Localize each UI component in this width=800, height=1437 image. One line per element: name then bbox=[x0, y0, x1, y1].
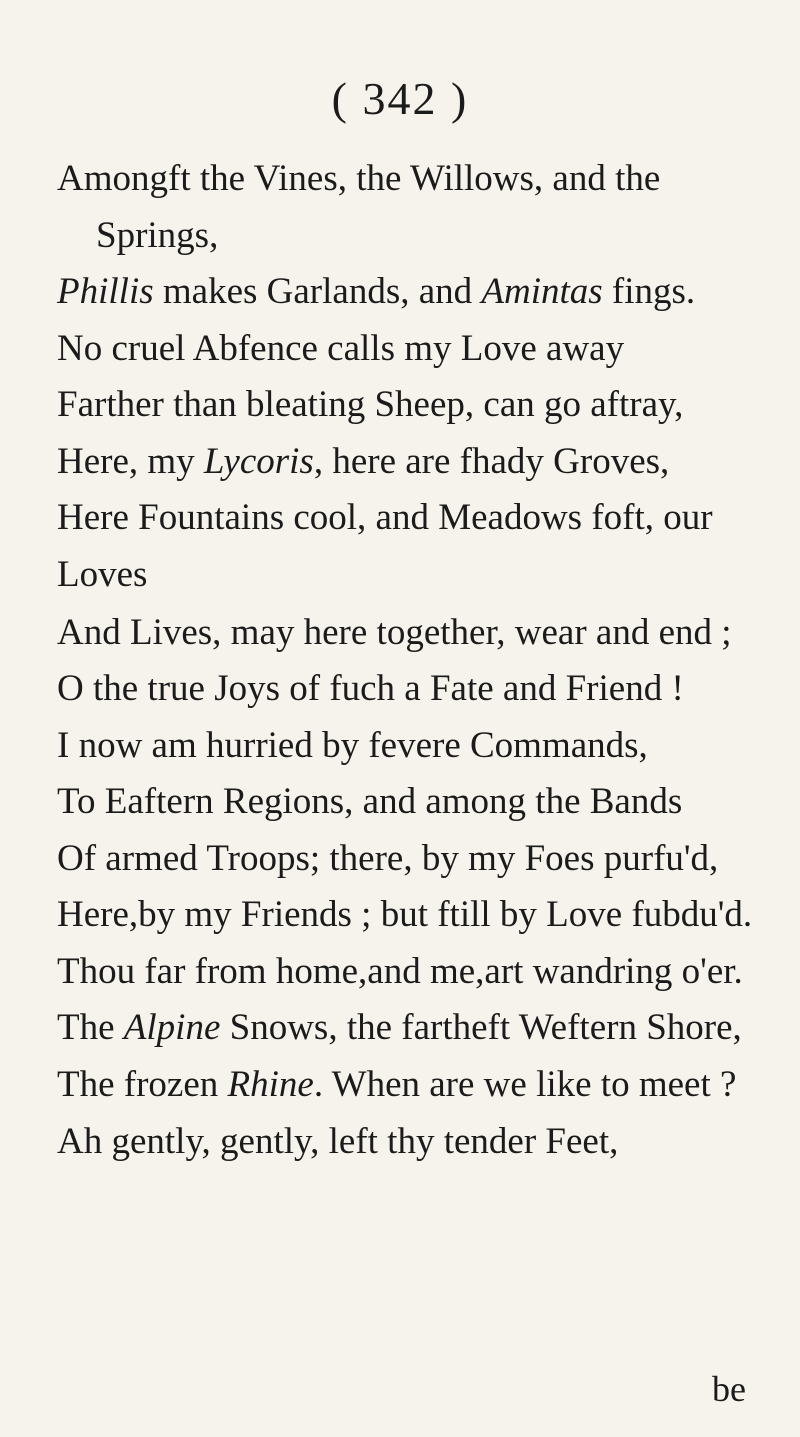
verse-text: Here Fountains cool, and Meadows foft, our bbox=[57, 497, 713, 538]
page-number: ( 342 ) bbox=[331, 73, 469, 124]
verse-text: , here are fhady Groves, bbox=[313, 441, 670, 482]
verse-text: Here,by my Friends ; but ftill by Love fubdu'd. bbox=[57, 894, 753, 935]
verse-line-15 bbox=[57, 950, 743, 994]
verse-text: Amongft the Vines, the Willows, and the bbox=[57, 158, 661, 199]
name-lycoris: Lycoris bbox=[203, 441, 314, 482]
verse-text: Thou far from home,and me,art wandring o'er. bbox=[57, 951, 743, 992]
name-phillis: Phillis bbox=[57, 271, 154, 312]
verse-text: The bbox=[57, 1007, 124, 1048]
verse-text: Ah gently, gently, left thy tender Feet, bbox=[57, 1121, 619, 1162]
verse-line-7 bbox=[57, 496, 713, 540]
verse-text: . When are we like to meet ? bbox=[313, 1064, 737, 1105]
verse-text: To Eaftern Regions, and among the Bands bbox=[57, 781, 683, 822]
verse-line-13 bbox=[57, 837, 718, 881]
verse-text: O the true Joys of fuch a Fate and Friend ! bbox=[57, 668, 684, 709]
verse-line-5 bbox=[57, 383, 683, 427]
verse-line-2 bbox=[96, 214, 218, 258]
verse-text: Springs, bbox=[96, 215, 219, 256]
verse-line-17 bbox=[57, 1063, 736, 1107]
verse-text: I now am hurried by fevere Commands, bbox=[57, 725, 648, 766]
verse-text: fings. bbox=[602, 271, 696, 312]
verse-line-18 bbox=[57, 1120, 618, 1164]
verse-text: Of armed Troops; there, by my Foes purfu'd, bbox=[57, 838, 719, 879]
verse-line-3 bbox=[57, 270, 695, 314]
verse-line-8 bbox=[57, 553, 147, 597]
verse-text: Here, my bbox=[57, 441, 204, 482]
verse-text: Loves bbox=[57, 554, 148, 595]
word-alpine: Alpine bbox=[123, 1007, 221, 1048]
verse-line-16 bbox=[57, 1006, 742, 1050]
verse-line-10 bbox=[57, 667, 684, 711]
verse-text: Snows, the fartheft Weftern Shore, bbox=[220, 1007, 742, 1048]
word-rhine: Rhine bbox=[227, 1064, 314, 1105]
verse-text: Farther than bleating Sheep, can go aftray, bbox=[57, 384, 684, 425]
verse-text: And Lives, may here together, wear and end ; bbox=[57, 612, 732, 653]
verse-line-12 bbox=[57, 780, 682, 824]
verse-text: The frozen bbox=[57, 1064, 228, 1105]
name-amintas: Amintas bbox=[481, 271, 603, 312]
verse-line-6 bbox=[57, 440, 669, 484]
verse-line-4 bbox=[57, 327, 624, 371]
verse-text: No cruel Abfence calls my Love away bbox=[57, 328, 625, 369]
verse-line-9 bbox=[57, 611, 732, 655]
verse-text: makes Garlands, and bbox=[153, 271, 482, 312]
verse-line-11 bbox=[57, 724, 648, 768]
verse-line-1 bbox=[57, 157, 660, 201]
catchword: be bbox=[712, 1369, 746, 1409]
verse-line-14 bbox=[57, 893, 752, 937]
